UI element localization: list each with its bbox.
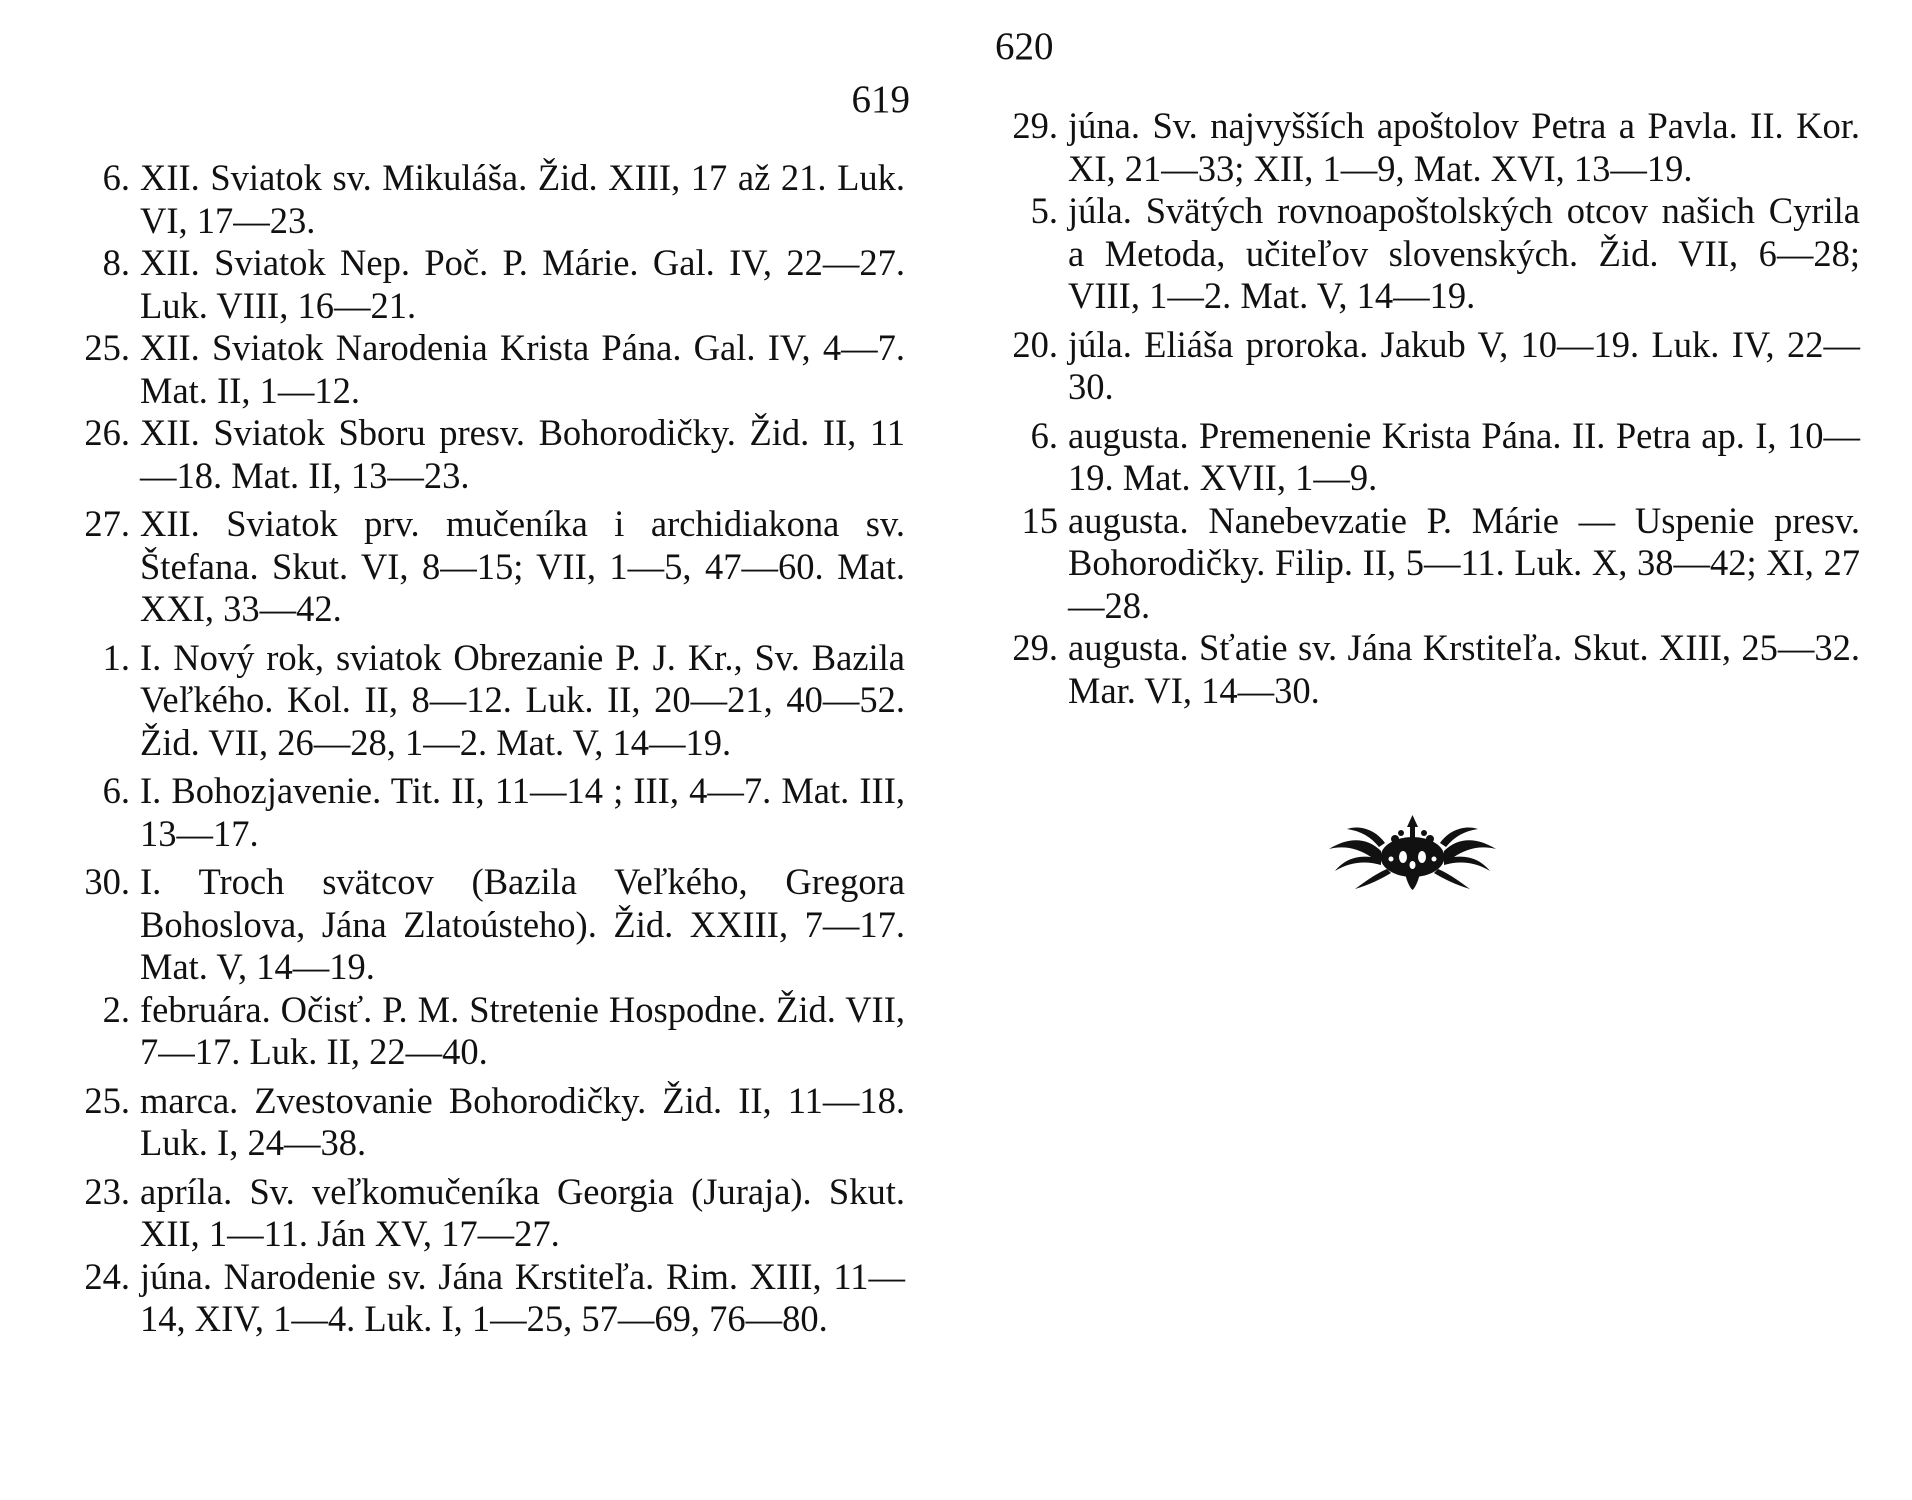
entry-text: augusta. Premenenie Krista Pána. II. Petra ap. I, 10—19. Mat. XVII, 1—9. [1068,414,1860,498]
feast-entry [60,412,905,497]
feast-list-left [60,157,905,1341]
feast-entry [60,1171,905,1256]
entry-text: marca. Zvestovanie Bohorodičky. Žid. II, 11—18. Luk. I, 24—38. [140,1079,905,1163]
entry-number: 26. [84,412,130,453]
entry-number: 29. [1012,627,1058,668]
feast-entry [990,324,1860,409]
feast-entry [60,989,905,1074]
entry-number: 25. [84,1079,130,1121]
feast-entry [60,242,905,327]
entry-text: XII. Sviatok Sboru presv. Bohorodičky. Žid. II, 11—18. Mat. II, 13—23. [140,412,905,496]
entry-text: XII. Sviatok Narodenia Krista Pána. Gal. IV, 4—7. Mat. II, 1—12. [140,327,905,411]
entry-number: 24. [84,1255,130,1297]
entry-text: februára. Očisť. P. M. Stretenie Hospodne. Žid. VII, 7—17. Luk. II, 22—40. [140,988,905,1072]
feast-list-right [990,105,1860,712]
entry-number: 6. [102,770,130,811]
entry-number: 27. [84,503,130,544]
feast-entry [60,157,905,242]
page-number-right: 620 [995,25,1054,68]
feast-entry [990,415,1860,500]
feast-entry [990,627,1860,712]
entry-text: I. Bohozjavenie. Tit. II, 11—14 ; III, 4—7. Mat. III, 13—17. [140,770,905,854]
entry-number: 15 [1021,499,1058,541]
entry-text: apríla. Sv. veľkomučeníka Georgia (Juraja). Skut. XII, 1—11. Ján XV, 17—27. [140,1170,905,1254]
entry-number: 23. [84,1170,130,1212]
entry-number: 8. [102,242,130,283]
entry-text: augusta. Sťatie sv. Jána Krstiteľa. Skut. XIII, 25—32. Mar. VI, 14—30. [1068,627,1860,711]
entry-number: 6. [1030,414,1058,456]
entry-number: 1. [102,636,130,678]
page-number-left: 619 [851,78,910,121]
entry-text: júna. Sv. najvyšších apoštolov Petra a Pavla. II. Kor. XI, 21—33; XII, 1—9, Mat. XVI, 13—19. [1068,105,1860,189]
feast-entry [60,637,905,765]
entry-number: 25. [84,327,130,368]
entry-text: I. Nový rok, sviatok Obrezanie P. J. Kr., Sv. Bazila Veľkého. Kol. II, 8—12. Luk. II, 20—21, 40—52. Žid. VII, 26—28, 1—2. Mat. V, 14—19. [140,636,905,763]
entry-number: 5. [1030,190,1058,231]
feast-entry [60,1256,905,1341]
feast-entry [990,105,1860,190]
entry-number: 29. [1012,105,1058,146]
feast-entry [60,503,905,631]
entry-text: augusta. Nanebevzatie P. Márie — Uspenie presv. Bohorodičky. Filip. II, 5—11. Luk. X, 38—42; XI, 27—28. [1068,499,1860,626]
entry-text: júna. Narodenie sv. Jána Krstiteľa. Rim. XIII, 11—14, XIV, 1—4. Luk. I, 1—25, 57—69, 76—80. [140,1255,905,1339]
entry-text: XII. Sviatok prv. mučeníka i archidiakona sv. Štefana. Skut. VI, 8—15; VII, 1—5, 47—60. Mat. XXI, 33—42. [140,503,905,629]
feast-entry [990,500,1860,628]
entry-number: 30. [84,861,130,902]
feast-entry [990,190,1860,318]
entry-text: júla. Eliáša proroka. Jakub V, 10—19. Luk. IV, 22—30. [1068,323,1860,407]
feast-entry [60,770,905,855]
feast-entry [60,1080,905,1165]
entry-text: I. Troch svätcov (Bazila Veľkého, Gregora Bohoslova, Jána Zlatoústeho). Žid. XXIII, 7—17. Mat. V, 14—19. [140,861,905,987]
entry-number: 6. [102,157,130,198]
feast-entry [60,327,905,412]
floral-ornament-icon [1325,815,1500,890]
entry-text: XII. Sviatok Nep. Poč. P. Márie. Gal. IV, 22—27. Luk. VIII, 16—21. [140,242,905,326]
entry-text: júla. Svätých rovnoapoštolských otcov našich Cyrila a Metoda, učiteľov slovenských. Žid. VII, 6—28; VIII, 1—2. Mat. V, 14—19. [1068,190,1860,316]
entry-number: 2. [102,988,130,1030]
entry-number: 20. [1012,323,1058,365]
feast-entry [60,861,905,989]
entry-text: XII. Sviatok sv. Mikuláša. Žid. XIII, 17 až 21. Luk. VI, 17—23. [140,157,905,241]
